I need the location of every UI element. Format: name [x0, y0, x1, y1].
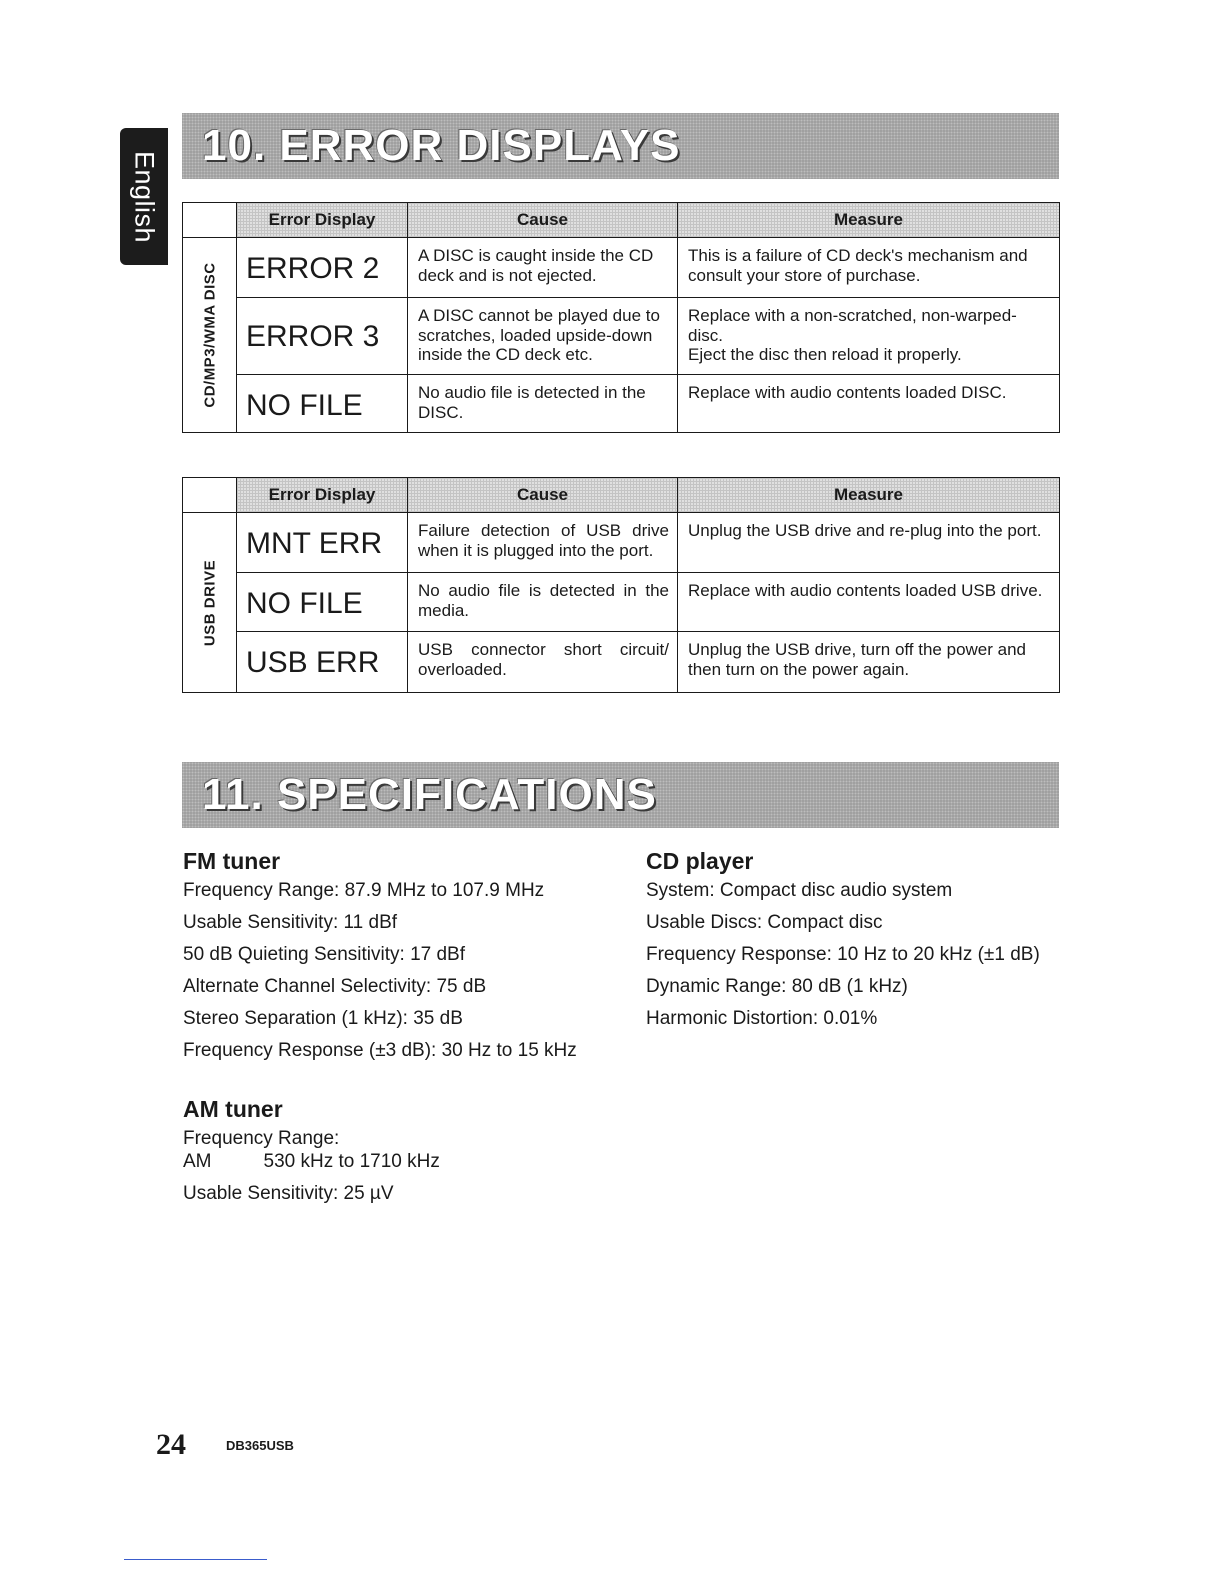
am-sensitivity: Usable Sensitivity: 25 µV: [183, 1183, 394, 1204]
spec-item: Usable Sensitivity: 11 dBf: [183, 912, 398, 933]
error-measure: Unplug the USB drive, turn off the power and then turn on the power again.: [678, 632, 1060, 693]
error-cause: No audio file is detected in the media.: [408, 573, 678, 632]
error-code: ERROR 2: [237, 238, 408, 298]
specifications-title: 11. SPECIFICATIONS: [202, 770, 657, 819]
error-measure: Replace with audio contents loaded DISC.: [678, 375, 1060, 433]
error-measure: Replace with a non-scratched, non-warped-disc.: [688, 306, 1017, 345]
am-frequency-label: Frequency Range:: [183, 1128, 340, 1149]
spec-item: System: Compact disc audio system: [646, 880, 953, 901]
spec-item: Frequency Response: 10 Hz to 20 kHz (±1 dB): [646, 944, 1040, 965]
error-cause: USB connector short circuit/ overloaded.: [408, 632, 678, 693]
spec-item: Frequency Response (±3 dB): 30 Hz to 15 kHz: [183, 1040, 577, 1061]
cd-player-section: [646, 848, 1040, 1039]
error-code: MNT ERR: [237, 513, 408, 573]
error-cause: A DISC is caught inside the CD deck and is not ejected.: [408, 238, 678, 298]
spec-item: Stereo Separation (1 kHz): 35 dB: [183, 1008, 463, 1029]
language-tab: [120, 128, 168, 265]
spec-item: Usable Discs: Compact disc: [646, 912, 883, 933]
language-tab-label: English: [129, 150, 160, 243]
usb-side-label-cell: [183, 513, 237, 693]
disc-side-label-cell: [183, 238, 237, 433]
error-measure-extra: Eject the disc then reload it properly.: [688, 345, 962, 364]
table-row: [183, 298, 1060, 375]
table-header-row: [183, 478, 1060, 513]
usb-side-label: USB DRIVE: [201, 559, 218, 646]
table-header-row: [183, 203, 1060, 238]
cd-player-heading: CD player: [646, 848, 754, 874]
disc-side-label: CD/MP3/WMA DISC: [201, 262, 218, 408]
header-blank-cell: [183, 478, 237, 513]
spec-item: Alternate Channel Selectivity: 75 dB: [183, 976, 487, 997]
table-row: [183, 632, 1060, 693]
header-error-display: Error Display: [237, 478, 408, 513]
am-tuner-section: [183, 1096, 440, 1214]
spec-item: Harmonic Distortion: 0.01%: [646, 1008, 878, 1029]
usb-error-table: [182, 477, 1060, 693]
table-row: [183, 375, 1060, 433]
error-measure: Unplug the USB drive and re-plug into the port.: [678, 513, 1060, 573]
table-row: [183, 573, 1060, 632]
header-measure: Measure: [678, 478, 1060, 513]
page-number: 24: [156, 1428, 186, 1461]
table-row: [183, 513, 1060, 573]
error-cause: No audio file is detected in the DISC.: [408, 375, 678, 433]
error-code: ERROR 3: [237, 298, 408, 375]
spec-item: 50 dB Quieting Sensitivity: 17 dBf: [183, 944, 465, 965]
error-code: NO FILE: [237, 375, 408, 433]
error-cause: A DISC cannot be played due to scratches, loaded upside-down inside the CD deck etc.: [408, 298, 678, 375]
header-measure: Measure: [678, 203, 1060, 238]
error-displays-title: 10. ERROR DISPLAYS: [202, 121, 681, 170]
am-band-row: [183, 1150, 440, 1182]
error-measure: This is a failure of CD deck's mechanism and consult your store of purchase.: [678, 238, 1060, 298]
header-error-display: Error Display: [237, 203, 408, 238]
spec-item: Dynamic Range: 80 dB (1 kHz): [646, 976, 908, 997]
error-cause: Failure detection of USB drive when it is plugged into the port.: [408, 513, 678, 573]
am-tuner-heading: AM tuner: [183, 1096, 283, 1122]
disc-error-table: [182, 202, 1060, 433]
footer-rule: [124, 1559, 267, 1560]
error-displays-banner: [182, 113, 1059, 179]
spec-item: Frequency Range: 87.9 MHz to 107.9 MHz: [183, 880, 545, 901]
am-band-label: AM: [183, 1151, 212, 1172]
error-code: USB ERR: [237, 632, 408, 693]
am-band-range: 530 kHz to 1710 kHz: [263, 1151, 440, 1172]
error-measure-cell: [678, 298, 1060, 375]
specifications-banner: [182, 762, 1059, 828]
error-measure: Replace with audio contents loaded USB drive.: [678, 573, 1060, 632]
header-cause: Cause: [408, 203, 678, 238]
error-code: NO FILE: [237, 573, 408, 632]
fm-tuner-section: [183, 848, 577, 1071]
header-blank-cell: [183, 203, 237, 238]
header-cause: Cause: [408, 478, 678, 513]
model-number: DB365USB: [226, 1438, 294, 1453]
table-row: [183, 238, 1060, 298]
fm-tuner-heading: FM tuner: [183, 848, 281, 874]
